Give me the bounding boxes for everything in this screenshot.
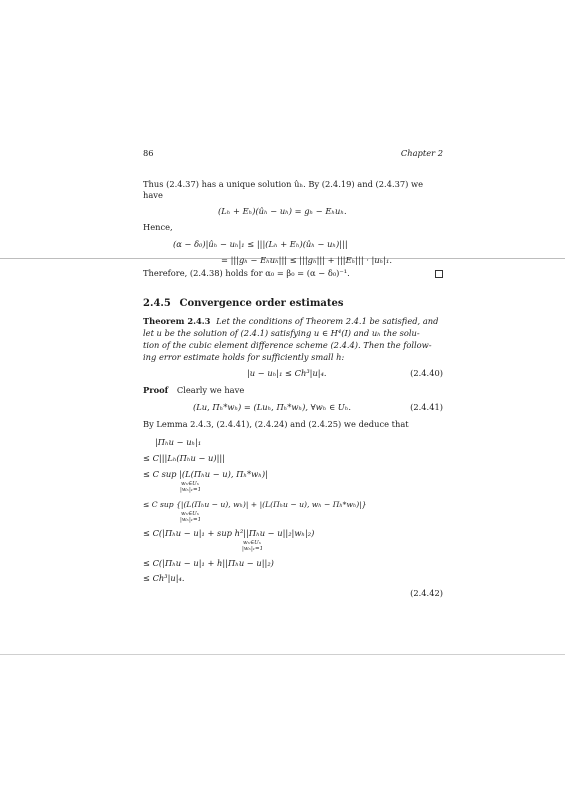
chain-line-3-sub-2: |wₕ|₁=1 [180,517,202,523]
intro-line-2: have [143,190,163,200]
chain-line-2-sub-2: |wₕ|₁=1 [180,487,202,493]
running-header [143,148,443,160]
chain-line-5: ≤ C(|Πₕu − u|₁ + h||Πₕu − u||₂) [143,558,274,568]
equation-2b: = |||gₕ − Eₕuₕ||| ≤ |||gₕ||| + |||Eₕ||| · |uₕ|₁. [221,255,393,265]
equation-number-2442: (2.4.42) [410,588,443,598]
proof-line [143,385,443,397]
chain-line-4-sub-2: |wₕ|₁=1 [242,546,264,552]
chain-line-2-sub-1: wₕ∈Uₕ [181,481,200,487]
section-heading [143,298,443,310]
chain-line-6: ≤ Ch³|u|₄. [143,573,185,583]
theorem-equation: |u − uₕ|₁ ≤ Ch³|u|₄. [247,368,327,378]
theorem-text-3: tion of the cubic element difference scheme (2.4.4). Then the follow- [143,340,432,350]
qed-square-icon [435,270,443,278]
section-number: 2.4.5 [143,298,171,309]
chapter-title: Chapter 2 [400,148,443,158]
intro-line-1: Thus (2.4.37) has a unique solution ûₕ. By (2.4.19) and (2.4.37) we [143,179,424,189]
theorem-label: Theorem 2.4.3 [143,316,211,326]
proof-text: Clearly we have [176,385,245,395]
chain-line-3-sub-1: wₕ∈Uₕ [181,511,200,517]
theorem-text-1: Let the conditions of Theorem 2.4.1 be satisfied, and [216,316,439,326]
section-title: Convergence order estimates [179,298,344,309]
hence-text: Hence, [143,222,173,232]
theorem-text-4: ing error estimate holds for sufficiently small h: [143,352,345,362]
chain-line-3: ≤ C sup {|(L(Πₕu − u), wₕ)| + |(L(Πₕu − u), wₕ − Πₕ*wₕ)|} [143,500,367,509]
page-number: 86 [143,148,154,158]
lemma-line: By Lemma 2.4.3, (2.4.41), (2.4.24) and (2.4.25) we deduce that [143,419,409,429]
equation-number-2440: (2.4.40) [410,368,443,378]
therefore-text: Therefore, (2.4.38) holds for α₀ = β₀ = (α − δ₀)⁻¹. [143,268,350,278]
equation-1: (Lₕ + Eₕ)(ûₕ − uₕ) = gₕ − Eₕuₕ. [218,206,347,216]
chain-line-4-sub-1: wₕ∈Uₕ [243,540,262,546]
equation-number-2441: (2.4.41) [410,402,443,412]
chain-line-2: ≤ C sup |(L(Πₕu − u), Πₕ*wₕ)| [143,469,268,479]
theorem-line-1 [143,316,443,328]
chain-line-4: ≤ C(|Πₕu − u|₁ + sup h²||Πₕu − u||₂|wₕ|₂) [143,528,315,538]
scan-rule-bottom [0,654,565,655]
therefore-line [143,268,443,280]
chain-line-1: ≤ C|||Lₕ(Πₕu − u)||| [143,453,226,463]
proof-label: Proof [143,385,169,395]
equation-2a: (α − δ₀)|ûₕ − uₕ|₁ ≤ |||(Lₕ + Eₕ)(ûₕ − uₕ)||| [173,239,348,249]
theorem-text-2: let u be the solution of (2.4.1) satisfying u ∈ H⁴(I) and uₕ the solu- [143,328,420,338]
proof-equation: (Lu, Πₕ*wₕ) = (Luₕ, Πₕ*wₕ), ∀wₕ ∈ Uₕ. [193,402,351,412]
chain-line-0: |Πₕu − uₕ|₁ [155,437,202,447]
